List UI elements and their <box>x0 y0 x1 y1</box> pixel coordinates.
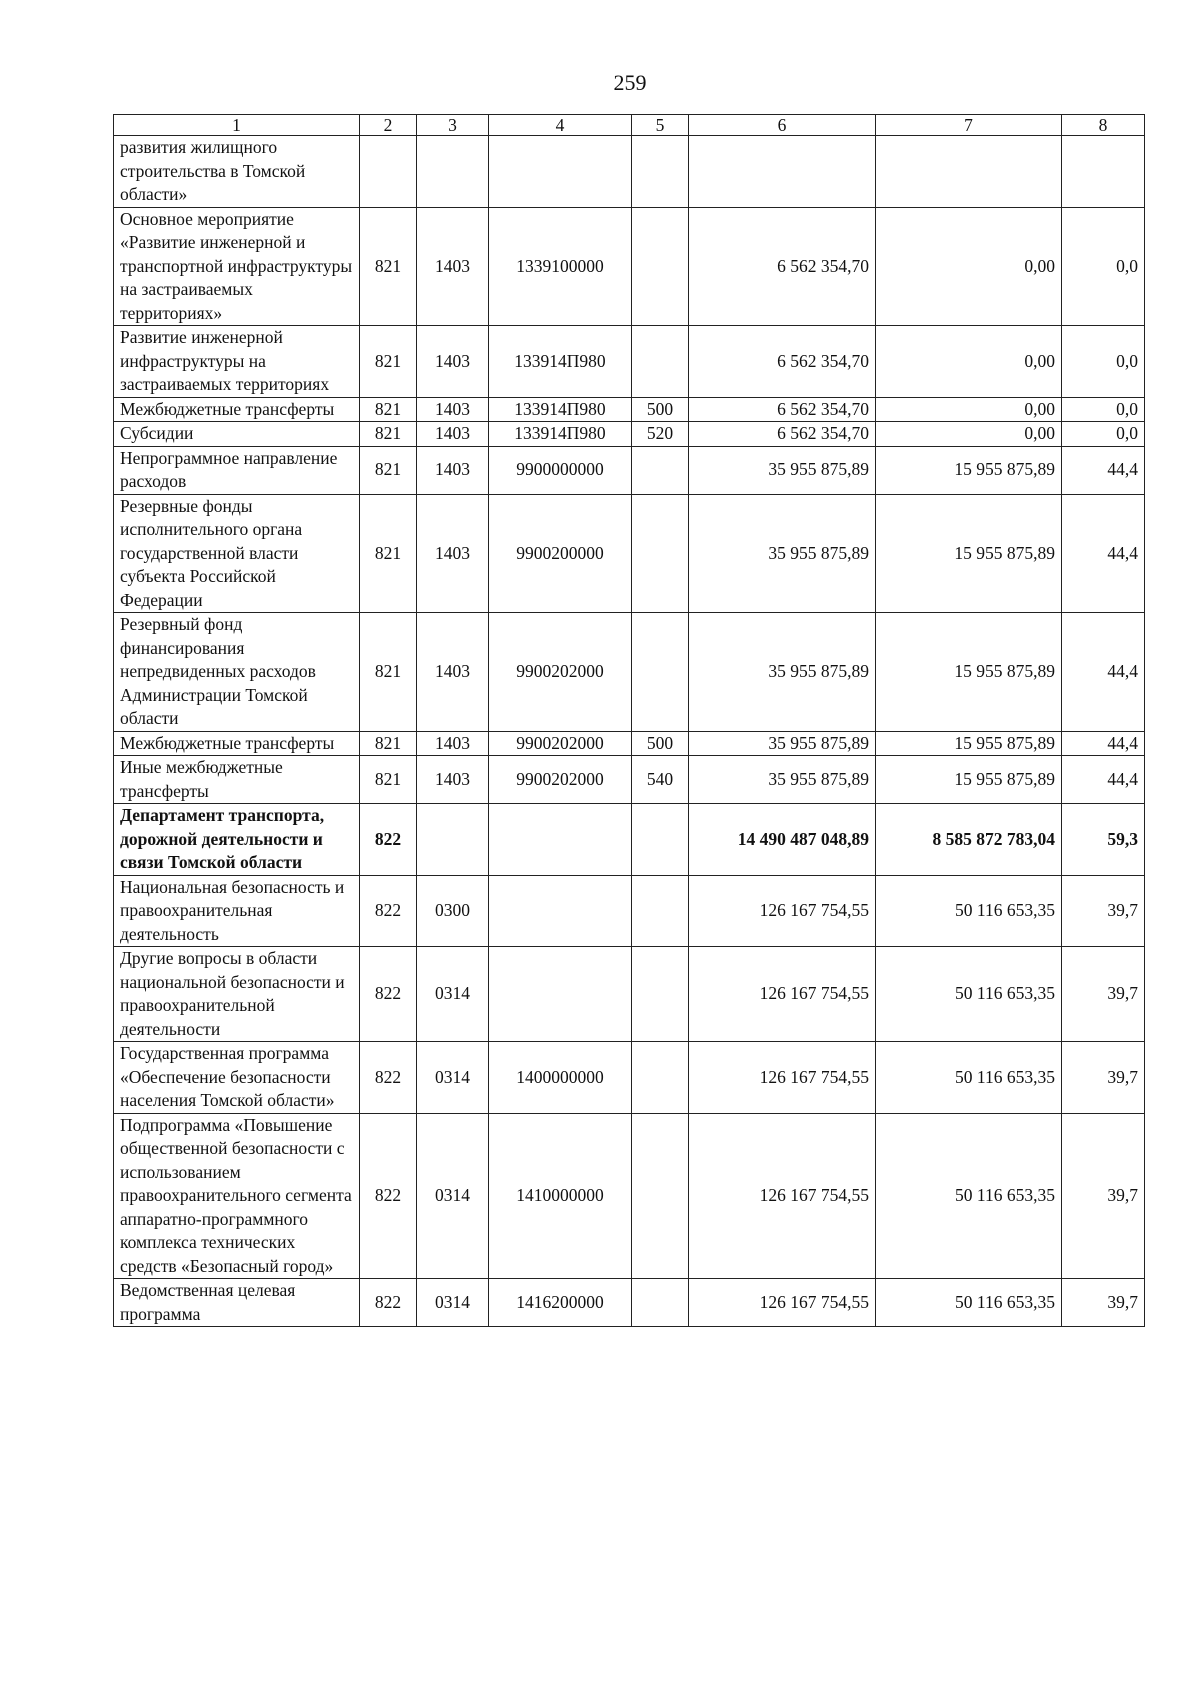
ministry-code-cell <box>360 136 417 208</box>
item-name-cell: Национальная безопасность и правоохранительная деятельность <box>114 875 360 947</box>
ministry-code-cell: 822 <box>360 947 417 1042</box>
execution-percent-cell: 44,4 <box>1062 613 1145 732</box>
table-row <box>114 422 1145 447</box>
execution-percent-cell: 39,7 <box>1062 875 1145 947</box>
header-cell: 8 <box>1062 115 1145 136</box>
item-name-cell: Иные межбюджетные трансферты <box>114 756 360 804</box>
item-name-cell: Другие вопросы в области национальной безопасности и правоохранительной деятельности <box>114 947 360 1042</box>
ministry-code-cell: 821 <box>360 422 417 447</box>
planned-amount-cell: 126 167 754,55 <box>689 947 876 1042</box>
item-name-cell: Основное мероприятие «Развитие инженерной и транспортной инфраструктуры на застраиваемых территориях» <box>114 207 360 326</box>
expense-type-cell <box>632 1279 689 1327</box>
execution-percent-cell: 44,4 <box>1062 731 1145 756</box>
executed-amount-cell: 15 955 875,89 <box>876 731 1062 756</box>
planned-amount-cell: 126 167 754,55 <box>689 1279 876 1327</box>
target-article-cell: 1410000000 <box>489 1113 632 1279</box>
planned-amount-cell: 126 167 754,55 <box>689 875 876 947</box>
item-name-cell: Субсидии <box>114 422 360 447</box>
item-name-cell: Межбюджетные трансферты <box>114 731 360 756</box>
target-article-cell: 1339100000 <box>489 207 632 326</box>
section-code-cell: 1403 <box>417 613 489 732</box>
header-cell: 4 <box>489 115 632 136</box>
ministry-code-cell: 821 <box>360 613 417 732</box>
ministry-code-cell: 822 <box>360 1279 417 1327</box>
item-name-cell: Резервные фонды исполнительного органа государственной власти субъекта Российской Федерации <box>114 494 360 613</box>
header-cell: 5 <box>632 115 689 136</box>
executed-amount-cell: 8 585 872 783,04 <box>876 804 1062 876</box>
header-cell: 3 <box>417 115 489 136</box>
executed-amount-cell: 0,00 <box>876 326 1062 398</box>
expense-type-cell <box>632 494 689 613</box>
planned-amount-cell: 6 562 354,70 <box>689 397 876 422</box>
target-article-cell: 9900202000 <box>489 756 632 804</box>
expense-type-cell: 500 <box>632 731 689 756</box>
expense-type-cell <box>632 326 689 398</box>
executed-amount-cell: 50 116 653,35 <box>876 1113 1062 1279</box>
executed-amount-cell: 50 116 653,35 <box>876 947 1062 1042</box>
item-name-cell: Резервный фонд финансирования непредвиденных расходов Администрации Томской области <box>114 613 360 732</box>
executed-amount-cell: 15 955 875,89 <box>876 613 1062 732</box>
section-code-cell <box>417 136 489 208</box>
budget-table <box>113 114 1145 1327</box>
executed-amount-cell: 15 955 875,89 <box>876 756 1062 804</box>
target-article-cell: 133914П980 <box>489 397 632 422</box>
ministry-code-cell: 822 <box>360 804 417 876</box>
planned-amount-cell: 126 167 754,55 <box>689 1042 876 1114</box>
target-article-cell <box>489 136 632 208</box>
executed-amount-cell <box>876 136 1062 208</box>
target-article-cell: 1416200000 <box>489 1279 632 1327</box>
table-row <box>114 613 1145 732</box>
section-code-cell: 0314 <box>417 1042 489 1114</box>
section-code-cell: 1403 <box>417 446 489 494</box>
section-code-cell: 0314 <box>417 1113 489 1279</box>
section-code-cell: 0300 <box>417 875 489 947</box>
execution-percent-cell: 39,7 <box>1062 1113 1145 1279</box>
table-row <box>114 136 1145 208</box>
section-code-cell: 1403 <box>417 494 489 613</box>
expense-type-cell <box>632 1042 689 1114</box>
ministry-code-cell: 822 <box>360 1042 417 1114</box>
executed-amount-cell: 0,00 <box>876 397 1062 422</box>
planned-amount-cell: 35 955 875,89 <box>689 494 876 613</box>
table-row <box>114 1279 1145 1327</box>
executed-amount-cell: 50 116 653,35 <box>876 875 1062 947</box>
table-row <box>114 207 1145 326</box>
planned-amount-cell: 6 562 354,70 <box>689 422 876 447</box>
planned-amount-cell: 126 167 754,55 <box>689 1113 876 1279</box>
ministry-code-cell: 821 <box>360 731 417 756</box>
execution-percent-cell: 0,0 <box>1062 326 1145 398</box>
section-code-cell: 1403 <box>417 397 489 422</box>
target-article-cell: 133914П980 <box>489 326 632 398</box>
execution-percent-cell: 44,4 <box>1062 494 1145 613</box>
item-name-cell: Департамент транспорта, дорожной деятельности и связи Томской области <box>114 804 360 876</box>
table-row <box>114 875 1145 947</box>
ministry-code-cell: 821 <box>360 446 417 494</box>
execution-percent-cell: 0,0 <box>1062 207 1145 326</box>
planned-amount-cell: 6 562 354,70 <box>689 326 876 398</box>
target-article-cell: 9900202000 <box>489 613 632 732</box>
execution-percent-cell: 59,3 <box>1062 804 1145 876</box>
expense-type-cell <box>632 136 689 208</box>
executed-amount-cell: 15 955 875,89 <box>876 494 1062 613</box>
item-name-cell: развития жилищного строительства в Томской области» <box>114 136 360 208</box>
planned-amount-cell: 35 955 875,89 <box>689 446 876 494</box>
execution-percent-cell <box>1062 136 1145 208</box>
item-name-cell: Развитие инженерной инфраструктуры на застраиваемых территориях <box>114 326 360 398</box>
header-cell: 2 <box>360 115 417 136</box>
execution-percent-cell: 0,0 <box>1062 397 1145 422</box>
target-article-cell <box>489 875 632 947</box>
target-article-cell: 1400000000 <box>489 1042 632 1114</box>
execution-percent-cell: 44,4 <box>1062 756 1145 804</box>
table-row <box>114 731 1145 756</box>
header-cell: 7 <box>876 115 1062 136</box>
ministry-code-cell: 821 <box>360 397 417 422</box>
execution-percent-cell: 39,7 <box>1062 1279 1145 1327</box>
table-row <box>114 397 1145 422</box>
target-article-cell: 9900202000 <box>489 731 632 756</box>
executed-amount-cell: 0,00 <box>876 422 1062 447</box>
section-code-cell: 1403 <box>417 731 489 756</box>
table-header-row <box>114 115 1145 136</box>
expense-type-cell <box>632 1113 689 1279</box>
expense-type-cell <box>632 446 689 494</box>
executed-amount-cell: 0,00 <box>876 207 1062 326</box>
executed-amount-cell: 50 116 653,35 <box>876 1279 1062 1327</box>
execution-percent-cell: 39,7 <box>1062 947 1145 1042</box>
table-row <box>114 756 1145 804</box>
expense-type-cell: 540 <box>632 756 689 804</box>
executed-amount-cell: 50 116 653,35 <box>876 1042 1062 1114</box>
page-number: 259 <box>613 70 647 95</box>
executed-amount-cell: 15 955 875,89 <box>876 446 1062 494</box>
ministry-code-cell: 821 <box>360 326 417 398</box>
table-row <box>114 1042 1145 1114</box>
table-row <box>114 1113 1145 1279</box>
ministry-code-cell: 821 <box>360 207 417 326</box>
section-code-cell: 0314 <box>417 1279 489 1327</box>
expense-type-cell: 520 <box>632 422 689 447</box>
item-name-cell: Непрограммное направление расходов <box>114 446 360 494</box>
planned-amount-cell: 35 955 875,89 <box>689 731 876 756</box>
ministry-code-cell: 822 <box>360 1113 417 1279</box>
header-cell: 1 <box>114 115 360 136</box>
item-name-cell: Государственная программа «Обеспечение безопасности населения Томской области» <box>114 1042 360 1114</box>
expense-type-cell <box>632 875 689 947</box>
item-name-cell: Ведомственная целевая программа <box>114 1279 360 1327</box>
planned-amount-cell: 35 955 875,89 <box>689 613 876 732</box>
target-article-cell: 9900200000 <box>489 494 632 613</box>
table-row <box>114 947 1145 1042</box>
section-code-cell: 1403 <box>417 756 489 804</box>
execution-percent-cell: 39,7 <box>1062 1042 1145 1114</box>
section-code-cell <box>417 804 489 876</box>
section-code-cell: 0314 <box>417 947 489 1042</box>
expense-type-cell: 500 <box>632 397 689 422</box>
target-article-cell <box>489 804 632 876</box>
planned-amount-cell: 6 562 354,70 <box>689 207 876 326</box>
item-name-cell: Межбюджетные трансферты <box>114 397 360 422</box>
expense-type-cell <box>632 947 689 1042</box>
section-code-cell: 1403 <box>417 326 489 398</box>
expense-type-cell <box>632 804 689 876</box>
item-name-cell: Подпрограмма «Повышение общественной безопасности с использованием правоохранительного сегмента аппаратно-программного комплекса технических средств «Безопасный город» <box>114 1113 360 1279</box>
planned-amount-cell <box>689 136 876 208</box>
section-code-cell: 1403 <box>417 422 489 447</box>
execution-percent-cell: 44,4 <box>1062 446 1145 494</box>
planned-amount-cell: 35 955 875,89 <box>689 756 876 804</box>
target-article-cell <box>489 947 632 1042</box>
table-row <box>114 326 1145 398</box>
section-code-cell: 1403 <box>417 207 489 326</box>
planned-amount-cell: 14 490 487 048,89 <box>689 804 876 876</box>
expense-type-cell <box>632 613 689 732</box>
header-cell: 6 <box>689 115 876 136</box>
target-article-cell: 133914П980 <box>489 422 632 447</box>
expense-type-cell <box>632 207 689 326</box>
table-row <box>114 494 1145 613</box>
ministry-code-cell: 821 <box>360 494 417 613</box>
table-row <box>114 446 1145 494</box>
ministry-code-cell: 821 <box>360 756 417 804</box>
table-row <box>114 804 1145 876</box>
target-article-cell: 9900000000 <box>489 446 632 494</box>
execution-percent-cell: 0,0 <box>1062 422 1145 447</box>
ministry-code-cell: 822 <box>360 875 417 947</box>
